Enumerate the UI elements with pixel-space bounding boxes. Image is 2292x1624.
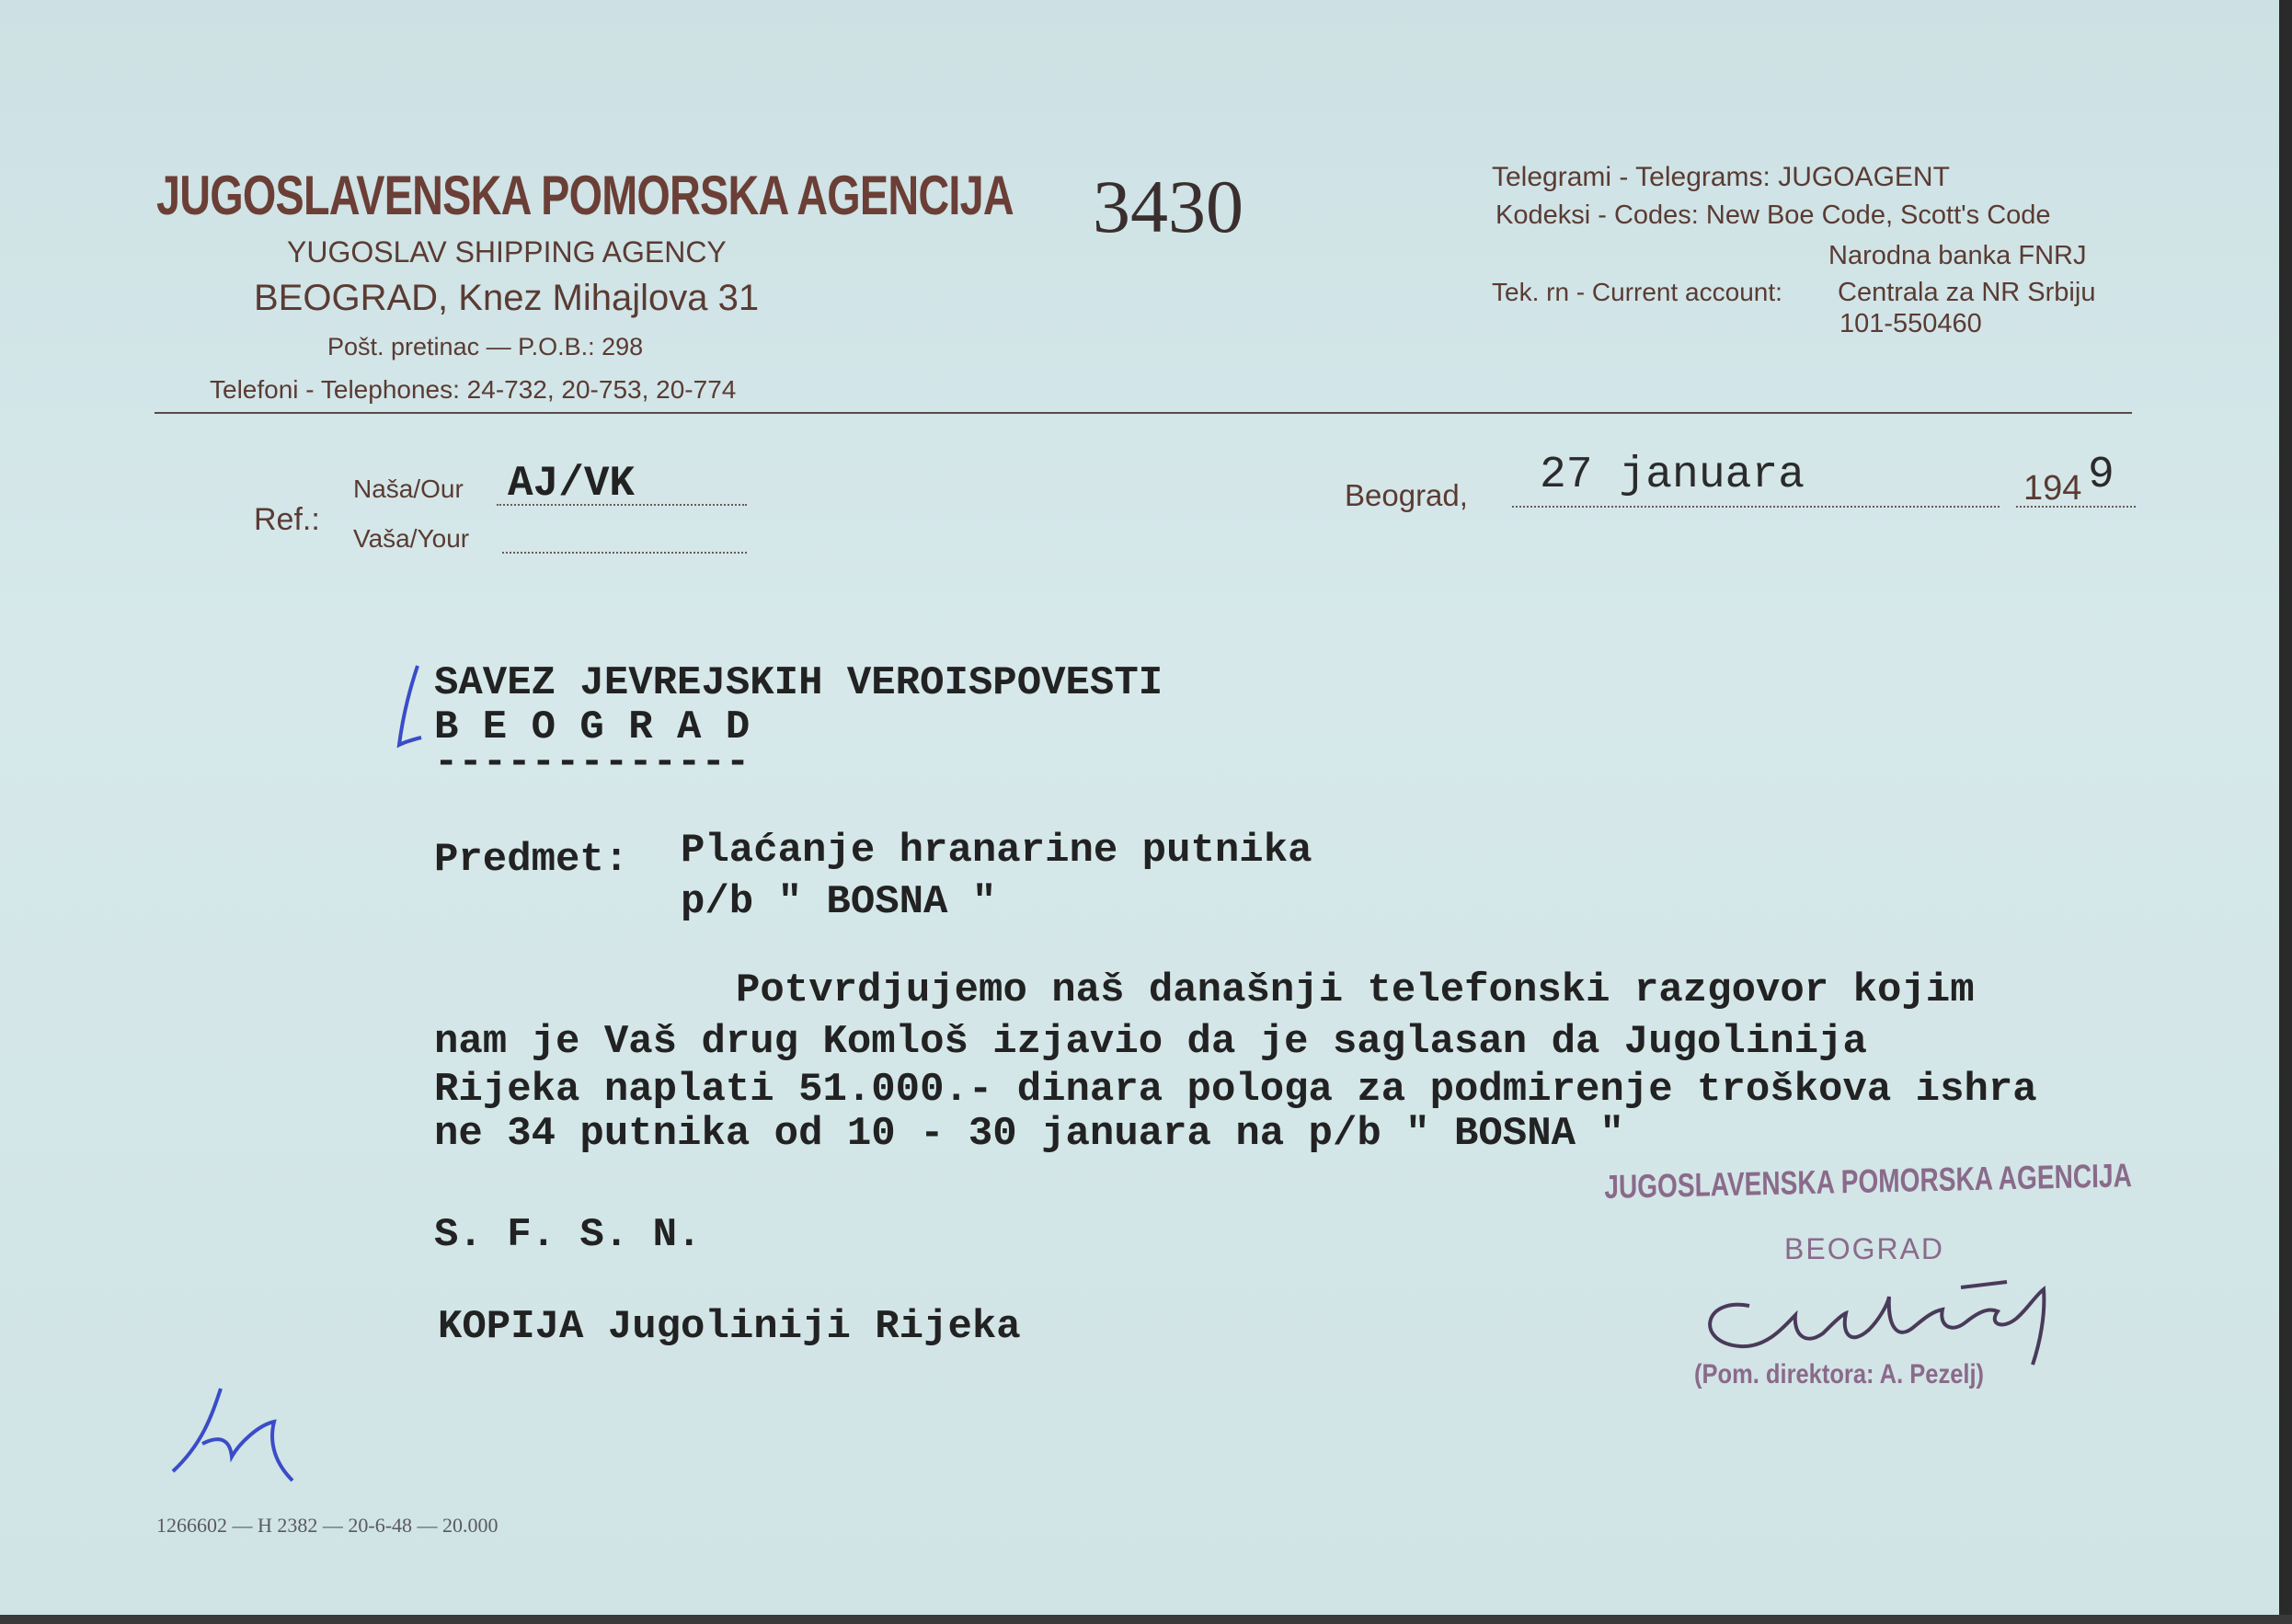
telegrams: Telegrami - Telegrams: JUGOAGENT xyxy=(1492,162,1950,192)
date-place: Beograd, xyxy=(1345,478,1468,512)
closing: S. F. S. N. xyxy=(434,1212,702,1258)
telephones: Telefoni - Telephones: 24-732, 20-753, 20-774 xyxy=(210,375,737,404)
body-line-2: nam je Vaš drug Komloš izjavio da je saglasan da Jugolinija xyxy=(434,1019,1867,1065)
date-year-suffix: 9 xyxy=(2088,451,2114,500)
body-line-4: ne 34 putnika od 10 - 30 januara na p/b " BOSNA " xyxy=(434,1111,1624,1157)
year-line xyxy=(2016,506,2136,508)
stamp-company: JUGOSLAVENSKA POMORSKA AGENCIJA xyxy=(1604,1156,2133,1206)
your-ref-line xyxy=(502,552,747,554)
subject-line-2: p/b " BOSNA " xyxy=(681,879,997,925)
company-name-en: YUGOSLAV SHIPPING AGENCY xyxy=(287,235,727,269)
print-code: 1266602 — H 2382 — 20-6-48 — 20.000 xyxy=(156,1514,499,1537)
recipient-underline: ------------- xyxy=(434,739,751,785)
bank-name: Narodna banka FNRJ xyxy=(1828,241,2087,270)
ref-label: Ref.: xyxy=(254,502,320,537)
account-value: Centrala za NR Srbiju xyxy=(1838,278,2096,307)
subject-label: Predmet: xyxy=(434,837,629,883)
document-number: 3430 xyxy=(1093,165,1243,248)
recipient-city: B E O G R A D xyxy=(434,704,751,750)
our-ref-line xyxy=(497,504,747,506)
codes: Kodeksi - Codes: New Boe Code, Scott's Code xyxy=(1496,200,2051,230)
po-box: Pošt. pretinac — P.O.B.: 298 xyxy=(327,333,644,360)
date-day-month: 27 januara xyxy=(1540,451,1805,500)
recipient-name: SAVEZ JEVREJSKIH VEROISPOVESTI xyxy=(434,660,1163,706)
company-address: BEOGRAD, Knez Mihajlova 31 xyxy=(254,278,760,318)
account-label: Tek. rn - Current account: xyxy=(1492,278,1782,306)
subject-line-1: Plaćanje hranarine putnika xyxy=(681,828,1312,874)
account-number: 101-550460 xyxy=(1839,309,1982,338)
your-ref-label: Vaša/Your xyxy=(353,524,470,553)
initials-pen-mark xyxy=(166,1379,304,1499)
recipient-pen-mark xyxy=(390,660,427,752)
stamp-signer: (Pom. direktora: A. Pezelj) xyxy=(1694,1359,1985,1390)
our-ref-label: Naša/Our xyxy=(353,475,464,503)
our-ref-value: AJ/VK xyxy=(508,460,636,508)
header-divider xyxy=(155,412,2132,414)
date-year-prefix: 194 xyxy=(2023,469,2082,508)
scan-edge-right xyxy=(2279,0,2292,1624)
signature xyxy=(1685,1269,2117,1370)
stamp-city: BEOGRAD xyxy=(1784,1232,1945,1265)
scan-edge-bottom xyxy=(0,1615,2292,1624)
copy-note: KOPIJA Jugoliniji Rijeka xyxy=(438,1304,1021,1350)
body-line-3: Rijeka naplati 51.000.- dinara pologa za podmirenje troškova ishra xyxy=(434,1067,2037,1113)
body-line-1: Potvrdjujemo naš današnji telefonski razgovor kojim xyxy=(736,967,1975,1013)
company-name: JUGOSLAVENSKA POMORSKA AGENCIJA xyxy=(156,165,1014,226)
date-line xyxy=(1512,506,2000,508)
